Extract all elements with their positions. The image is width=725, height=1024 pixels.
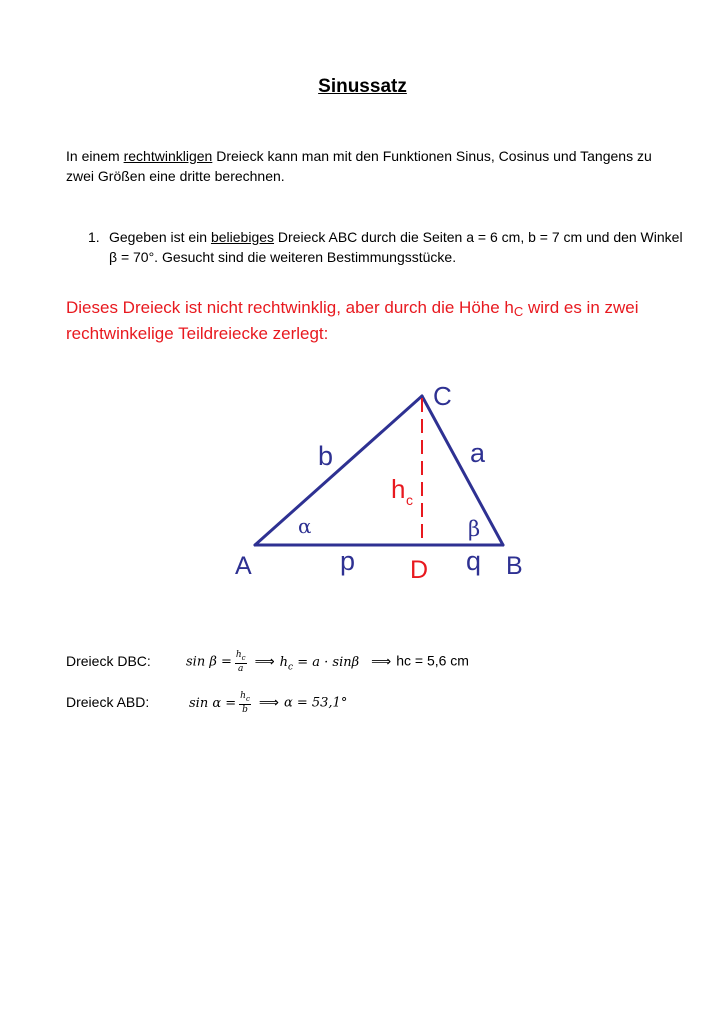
intro-text-1: In einem <box>66 148 124 164</box>
foot-label-d: D <box>410 556 429 584</box>
note-text-1: Dieses Dreieck ist nicht rechtwinklig, aber durch die Höhe h <box>66 298 514 317</box>
side-label-a: a <box>470 438 486 468</box>
equation-dbc-lhs: sin β = <box>186 654 232 670</box>
equation-abd-frac-den: b <box>242 704 248 715</box>
equation-abd-label: Dreieck ABD: <box>66 693 150 710</box>
implies-arrow-icon: ⟹ <box>371 653 392 670</box>
equation-dbc-frac-den: a <box>238 663 244 674</box>
equation-abd-result: α = 53,1° <box>283 695 348 711</box>
equation-dbc <box>66 650 469 674</box>
vertex-label-a: A <box>235 552 252 580</box>
task-text <box>109 227 688 267</box>
equation-abd-fraction <box>239 691 251 715</box>
side-b-line <box>255 396 422 545</box>
side-label-b: b <box>318 441 334 471</box>
equation-abd-frac-num: h <box>240 691 246 701</box>
vertex-label-b: B <box>506 552 523 580</box>
equation-abd-frac-num-sub: c <box>245 694 250 703</box>
angle-label-beta: β <box>468 517 481 541</box>
side-a-line <box>422 396 503 545</box>
equation-dbc-label: Dreieck DBC: <box>66 652 151 669</box>
task-list-item <box>88 227 688 267</box>
height-label-sub: c <box>406 492 413 508</box>
triangle-figure <box>230 375 540 590</box>
segment-label-q: q <box>466 546 482 576</box>
task-underlined-word: beliebiges <box>210 229 275 245</box>
intro-underlined-word: rechtwinkligen <box>123 148 213 164</box>
angle-label-alpha: α <box>298 514 312 538</box>
page-title: Sinussatz <box>318 76 407 97</box>
implies-arrow-icon: ⟹ <box>254 653 275 670</box>
intro-paragraph <box>66 146 676 186</box>
equation-dbc-fraction <box>235 650 247 674</box>
equation-abd-lhs: sin α = <box>189 695 237 711</box>
equation-dbc-mid-h: h <box>279 654 289 670</box>
equation-dbc-result: hc = 5,6 cm <box>396 652 469 669</box>
equation-dbc-frac-num: h <box>235 650 242 660</box>
equation-dbc-mid-sub: c <box>288 662 294 673</box>
height-label-h: h <box>391 474 406 504</box>
task-text-1: Gegeben ist ein <box>109 229 211 245</box>
segment-label-p: p <box>340 546 356 576</box>
intro-text-2: Dreieck kann man mit den Funktionen Sinus, Cosinus und Tangens zu zwei Größen eine dritte berechnen. <box>66 148 652 184</box>
note-text-2: wird es in zwei rechtwinkelige Teildreiecke zerlegt: <box>66 298 639 343</box>
highlight-note <box>66 295 686 346</box>
equation-abd <box>66 691 347 715</box>
task-text-2: Dreieck ABC durch die Seiten a = 6 cm, b = 7 cm und den Winkel β = 70°. Gesucht sind die weiteren Bestimmungsstücke. <box>109 229 683 265</box>
vertex-label-c: C <box>433 381 452 411</box>
task-number: 1. <box>88 229 100 245</box>
implies-arrow-icon: ⟹ <box>258 694 279 711</box>
note-subscript: C <box>513 304 524 319</box>
equation-dbc-frac-num-sub: c <box>241 653 246 662</box>
equation-dbc-mid <box>279 654 360 673</box>
equation-dbc-mid-rest: = a · sinβ <box>293 654 360 670</box>
triangle-shape <box>255 396 503 545</box>
